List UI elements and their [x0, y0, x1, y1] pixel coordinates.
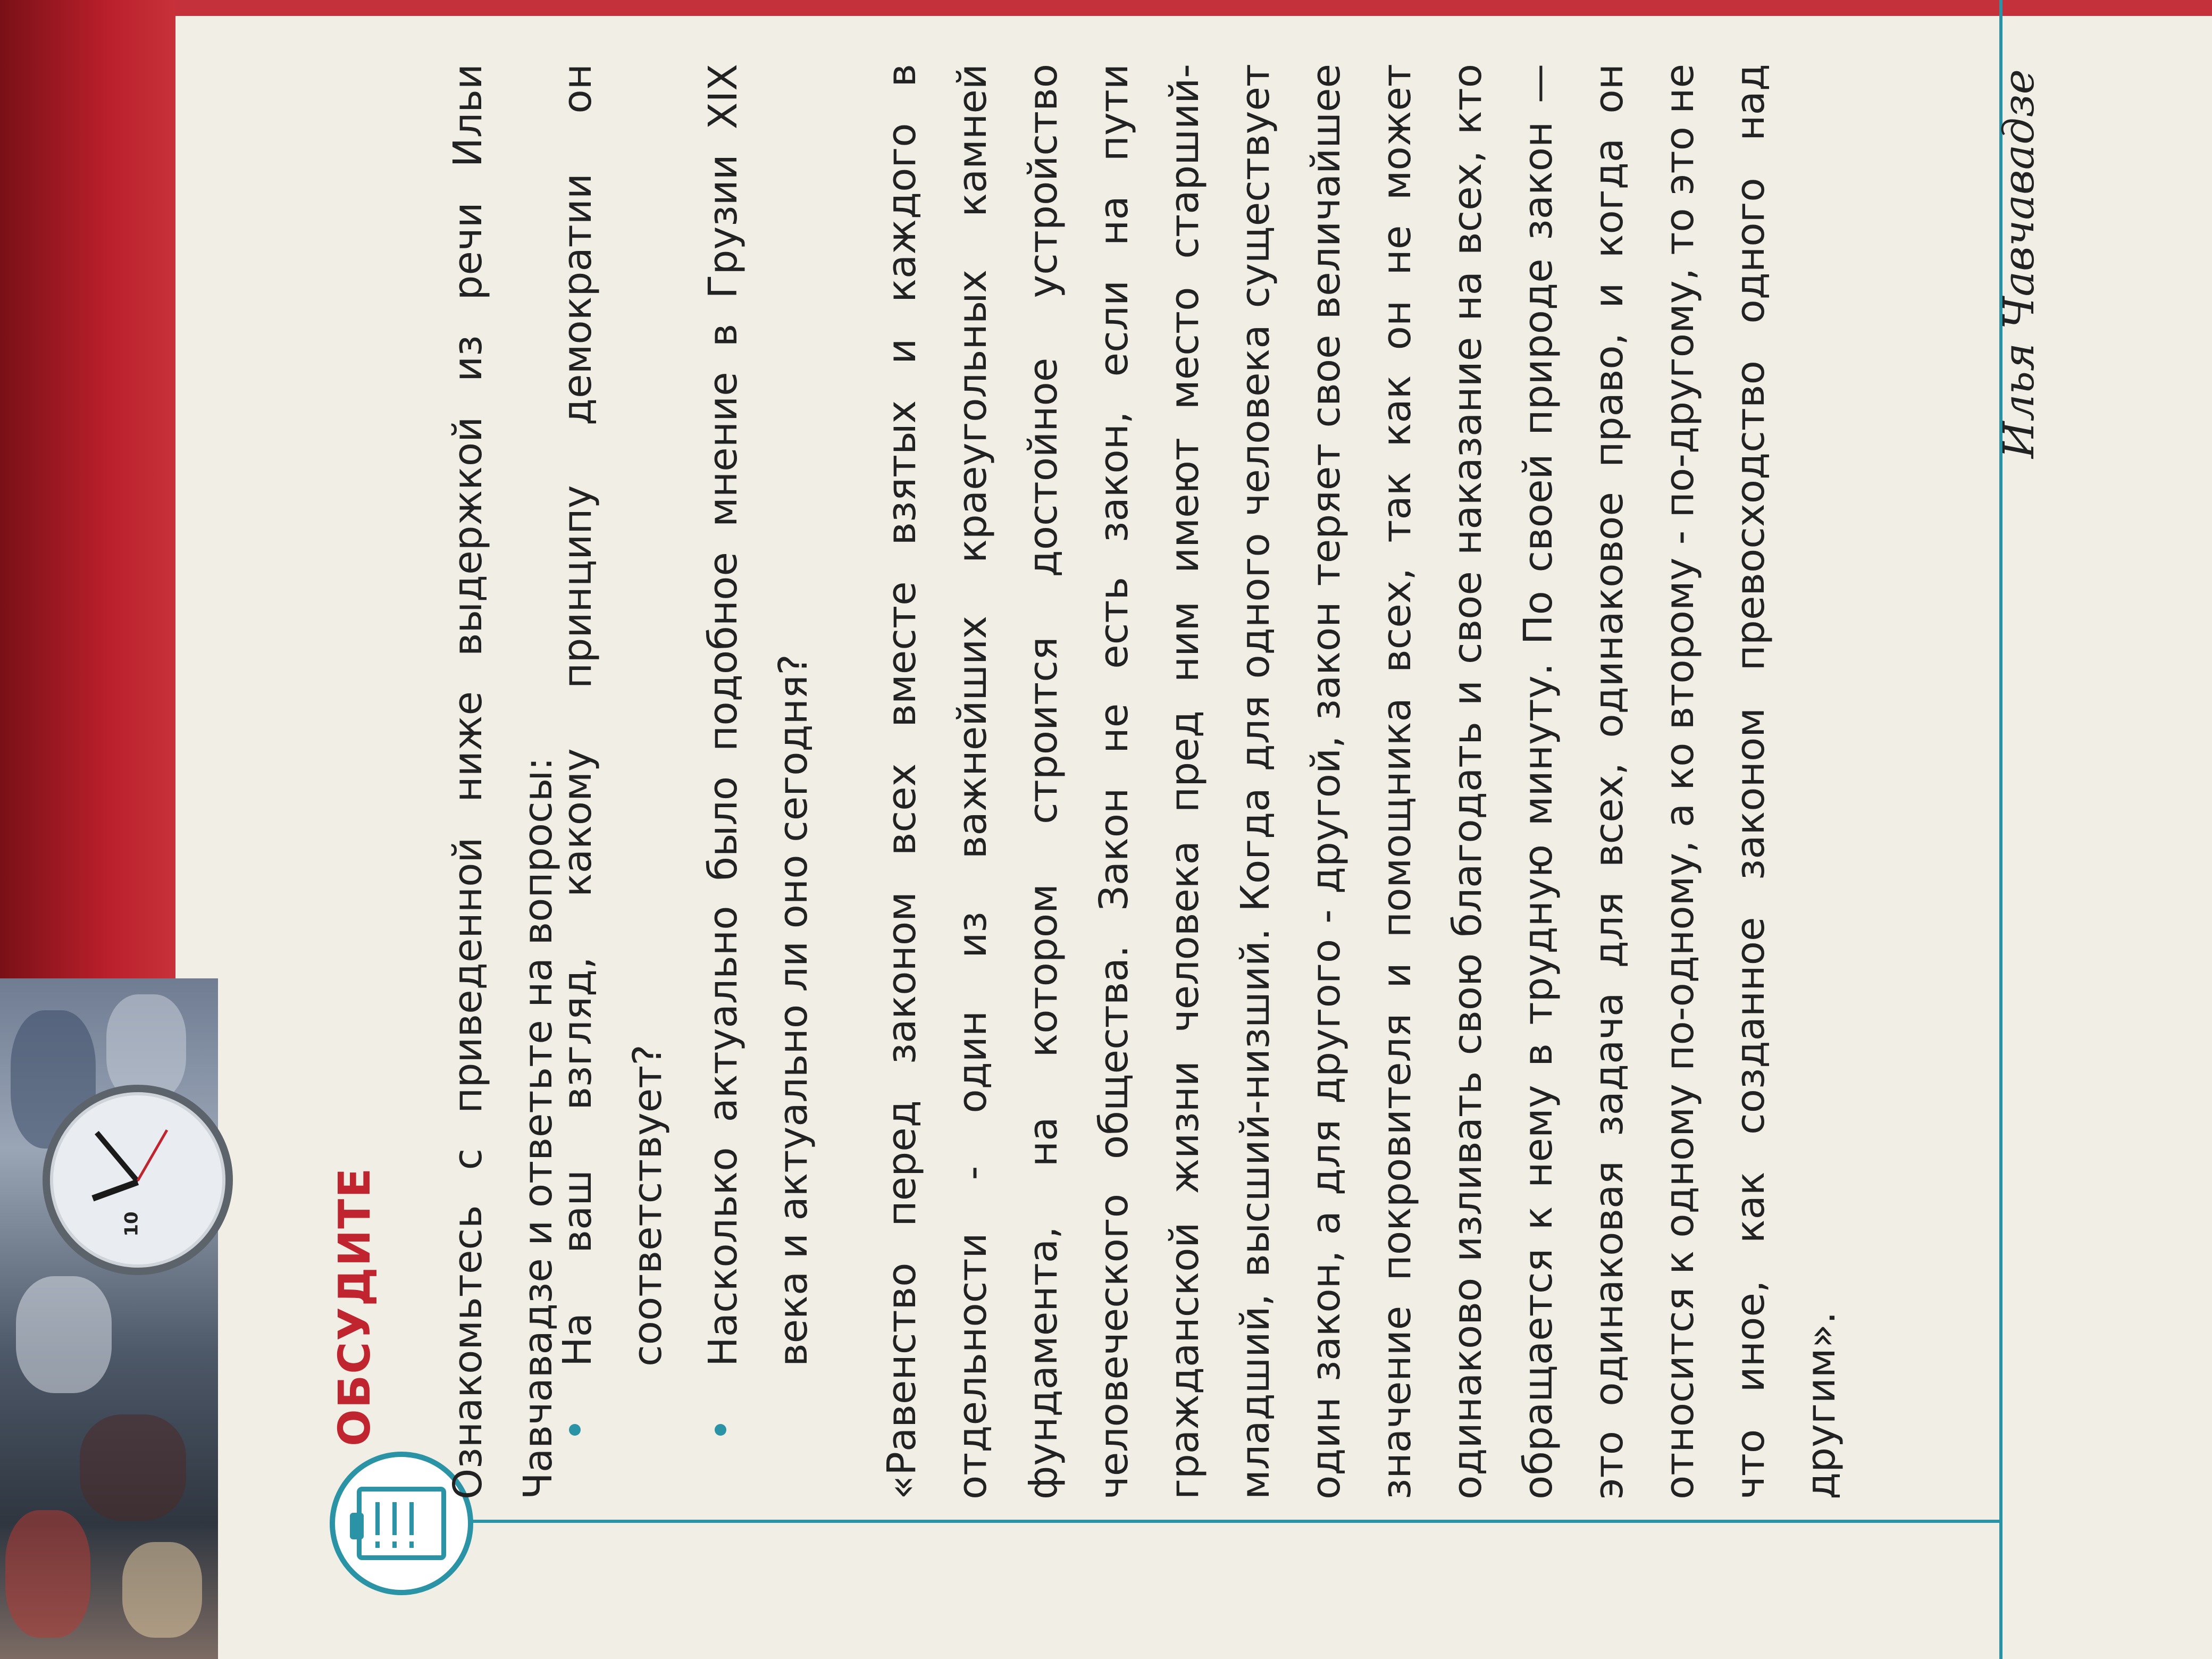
question-item [542, 64, 683, 1436]
question-text: На ваш взгляд, какому принципу демократии он соответствует? [555, 64, 671, 1367]
clock-image [43, 1085, 233, 1275]
clock-hour-hand [95, 1131, 140, 1183]
station-photo [0, 978, 218, 1659]
clock-minute-hand [91, 1179, 139, 1201]
clock-second-hand [137, 1129, 168, 1182]
section-title: ОБСУДИТЕ [330, 1167, 380, 1446]
question-text: Насколько актуально было подобное мнение в Грузии XIX века и актуально ли оно сегодня? [700, 64, 816, 1367]
quote-author: Илья Чавчавадзе [1994, 69, 2043, 459]
intro-text: Ознакомьтесь с приведенной ниже выдержкой из речи Ильи Чавчавадзе и ответьте на вопросы: [445, 64, 561, 1499]
question-item [688, 64, 828, 1436]
bullet-icon [569, 1424, 581, 1436]
quote-text: «Равенство перед законом всех вместе взятых и каждого в отдельности - один из важнейших краеугольных камней фундамента, на котором строится достойное устройство человеческого общества. Закон не есть закон, если на пути гражданской жизни человека пред ним имеют место старший-младший, высший-низший. Когда для одного человека существует один закон, а для другого - другой, закон теряет свое величайшее значение покровителя и помощника всех, так как он не может одинаково изливать свою благодать и свое наказание на всех, кто обращается к нему в трудную минуту. По своей природе закон — это одинаковая задача для всех, одинаковое право, и когда он относится к одному по-одному, а ко второму - по-другому, то это не что иное, как созданное законом превосходство одного над другим». [879, 64, 1844, 1499]
bullet-icon [715, 1424, 726, 1436]
page-top-border [175, 0, 2212, 16]
clock-number: 10 [121, 1211, 143, 1237]
question-list [542, 64, 834, 1436]
rotated-text-block [319, 21, 2154, 1595]
